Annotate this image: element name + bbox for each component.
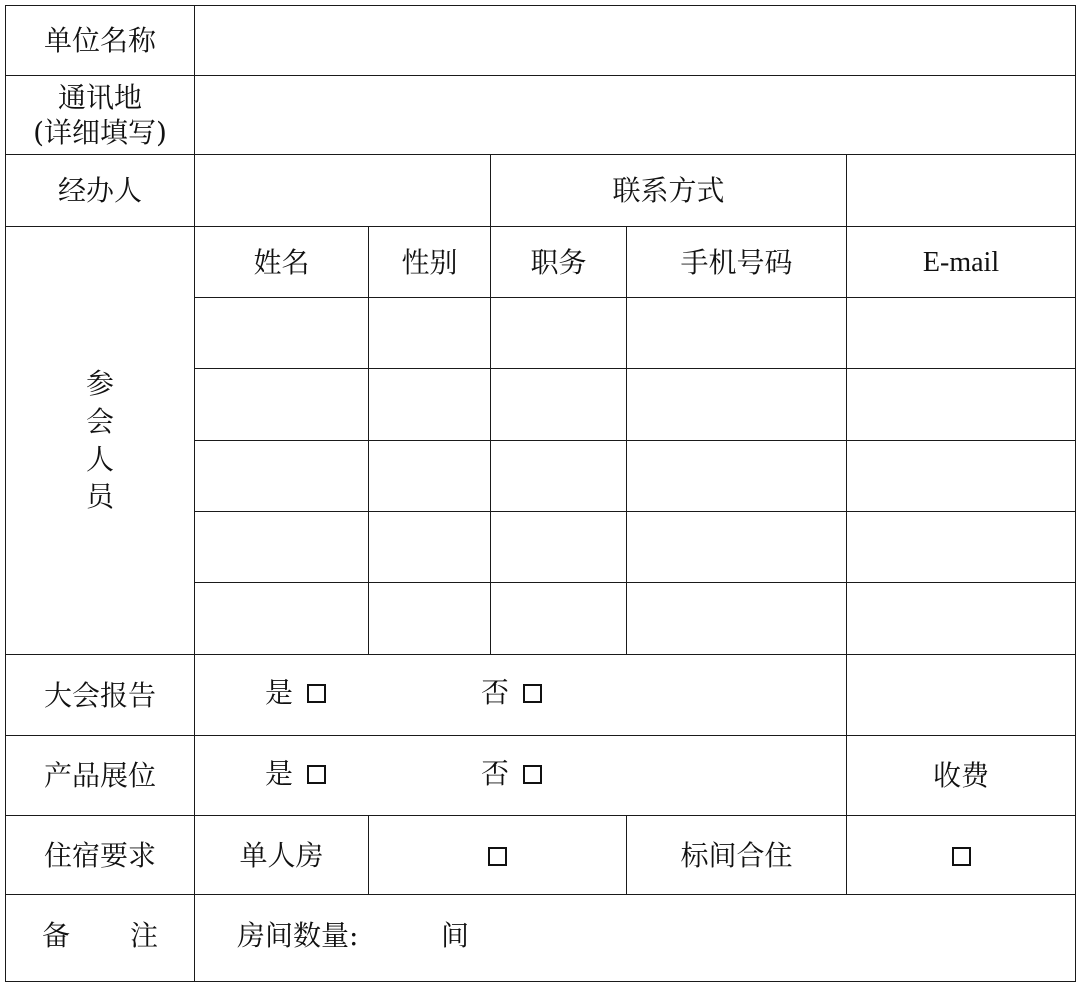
attendee-name-cell[interactable]	[195, 369, 369, 441]
address-label-line2: (详细填写)	[33, 116, 167, 149]
report-no-label: 否	[481, 676, 510, 709]
contact-field[interactable]	[847, 155, 1076, 227]
booth-no-option[interactable]	[481, 756, 542, 791]
address-row	[6, 76, 1076, 155]
registration-form-table	[5, 5, 1076, 982]
lodging-row	[6, 816, 1076, 895]
contact-label: 联系方式	[491, 155, 847, 227]
booth-choices	[195, 736, 847, 816]
booth-no-checkbox[interactable]	[523, 765, 542, 784]
attendee-gender-cell[interactable]	[369, 298, 491, 369]
report-extra-cell[interactable]	[847, 655, 1076, 736]
room-count-label: 房间数量:	[237, 919, 359, 952]
attendee-name-cell[interactable]	[195, 512, 369, 583]
attendee-email-cell[interactable]	[847, 583, 1076, 655]
header-position: 职务	[491, 227, 627, 298]
header-gender: 性别	[369, 227, 491, 298]
handler-label: 经办人	[6, 155, 195, 227]
room-unit-label: 间	[441, 919, 470, 952]
attendees-label-char: 参	[85, 366, 114, 400]
remark-char-1: 备	[42, 919, 71, 952]
header-email: E-mail	[847, 227, 1076, 298]
remark-char-2: 注	[130, 919, 159, 952]
unit-name-label: 单位名称	[6, 6, 195, 76]
attendee-mobile-cell[interactable]	[627, 583, 847, 655]
attendee-mobile-cell[interactable]	[627, 369, 847, 441]
report-yes-checkbox[interactable]	[307, 684, 326, 703]
attendee-mobile-cell[interactable]	[627, 441, 847, 512]
remark-row	[6, 895, 1076, 982]
attendee-position-cell[interactable]	[491, 369, 627, 441]
report-choices	[195, 655, 847, 736]
report-yes-label: 是	[265, 676, 294, 709]
shared-room-checkbox[interactable]	[952, 847, 971, 866]
address-label-line1: 通讯地	[57, 81, 142, 114]
attendee-email-cell[interactable]	[847, 512, 1076, 583]
booth-no-label: 否	[481, 756, 510, 790]
room-count-line	[195, 918, 1075, 958]
booth-label: 产品展位	[6, 736, 195, 816]
remark-label-wrap	[6, 918, 194, 958]
attendee-email-cell[interactable]	[847, 369, 1076, 441]
single-room-checkbox[interactable]	[488, 847, 507, 866]
lodging-label: 住宿要求	[6, 816, 195, 895]
attendee-position-cell[interactable]	[491, 441, 627, 512]
report-yes-option[interactable]	[265, 675, 326, 710]
booth-choice-line	[195, 756, 846, 796]
attendee-gender-cell[interactable]	[369, 369, 491, 441]
shared-room-checkbox-cell	[847, 816, 1076, 895]
attendee-email-cell[interactable]	[847, 441, 1076, 512]
attendees-label-char: 会	[85, 404, 114, 438]
attendee-name-cell[interactable]	[195, 583, 369, 655]
handler-field[interactable]	[195, 155, 491, 227]
attendees-label	[6, 227, 195, 655]
attendees-label-char: 人	[85, 442, 114, 476]
remark-field[interactable]	[195, 895, 1076, 982]
report-row	[6, 655, 1076, 736]
report-label: 大会报告	[6, 655, 195, 736]
booth-row	[6, 736, 1076, 816]
unit-name-row	[6, 6, 1076, 76]
attendee-email-cell[interactable]	[847, 298, 1076, 369]
attendee-position-cell[interactable]	[491, 512, 627, 583]
booth-yes-label: 是	[265, 756, 294, 790]
header-mobile: 手机号码	[627, 227, 847, 298]
header-name: 姓名	[195, 227, 369, 298]
report-no-option[interactable]	[481, 675, 542, 710]
attendee-position-cell[interactable]	[491, 298, 627, 369]
unit-name-field[interactable]	[195, 6, 1076, 76]
address-label	[6, 76, 195, 155]
attendee-gender-cell[interactable]	[369, 441, 491, 512]
fee-label: 收费	[847, 736, 1076, 816]
single-room-checkbox-cell	[369, 816, 627, 895]
address-field[interactable]	[195, 76, 1076, 155]
shared-room-label: 标间合住	[627, 816, 847, 895]
attendee-gender-cell[interactable]	[369, 512, 491, 583]
attendee-name-cell[interactable]	[195, 298, 369, 369]
attendee-position-cell[interactable]	[491, 583, 627, 655]
attendee-mobile-cell[interactable]	[627, 298, 847, 369]
handler-row	[6, 155, 1076, 227]
report-choice-line	[195, 675, 846, 715]
report-no-checkbox[interactable]	[523, 684, 542, 703]
remark-label	[6, 895, 195, 982]
single-room-label: 单人房	[195, 816, 369, 895]
attendee-name-cell[interactable]	[195, 441, 369, 512]
attendee-mobile-cell[interactable]	[627, 512, 847, 583]
booth-yes-option[interactable]	[265, 756, 326, 791]
booth-yes-checkbox[interactable]	[307, 765, 326, 784]
attendees-label-char: 员	[85, 480, 114, 514]
attendee-header-row	[6, 227, 1076, 298]
attendee-gender-cell[interactable]	[369, 583, 491, 655]
